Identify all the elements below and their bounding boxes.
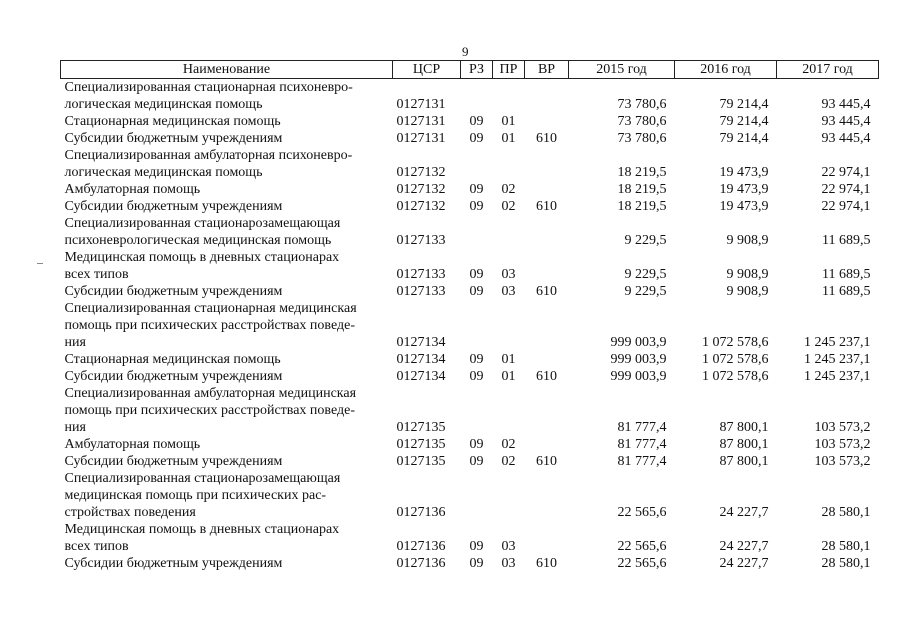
cell-2017: 28 580,1 <box>821 505 871 520</box>
cell-2016: 1 072 578,6 <box>702 335 769 350</box>
cell-pr: 02 <box>501 454 516 469</box>
cell-2015: 9 229,5 <box>624 267 667 282</box>
cell-csr: 0127132 <box>396 165 446 180</box>
cell-vr <box>525 300 569 351</box>
cell-csr: 0127136 <box>396 556 446 571</box>
cell-rz: 09 <box>469 131 484 146</box>
cell-2016: 87 800,1 <box>719 420 769 435</box>
cell-pr <box>493 79 525 114</box>
cell-rz: 09 <box>469 199 484 214</box>
cell-name <box>61 470 393 521</box>
cell-vr <box>525 181 569 198</box>
cell-2016: 9 908,9 <box>726 233 769 248</box>
cell-2017: 28 580,1 <box>821 539 871 554</box>
name-line: ния <box>64 420 86 435</box>
cell-2017: 11 689,5 <box>822 267 871 282</box>
table-row <box>61 79 879 114</box>
cell-pr: 02 <box>501 199 516 214</box>
table-row <box>61 368 879 385</box>
name-line: Субсидии бюджетным учреждениям <box>64 454 283 469</box>
cell-pr: 01 <box>501 352 516 367</box>
table-row <box>61 181 879 198</box>
cell-rz: 09 <box>469 182 484 197</box>
cell-rz <box>461 215 493 249</box>
cell-2017: 103 573,2 <box>814 420 871 435</box>
table-row <box>61 300 879 351</box>
name-line: всех типов <box>64 267 129 282</box>
cell-name <box>61 79 393 114</box>
cell-2017: 103 573,2 <box>814 454 871 469</box>
cell-pr: 03 <box>501 539 516 554</box>
cell-2017: 1 245 237,1 <box>804 352 871 367</box>
cell-vr: 610 <box>536 131 557 146</box>
cell-2017: 93 445,4 <box>821 114 871 129</box>
cell-name <box>61 555 393 572</box>
cell-vr: 610 <box>536 556 557 571</box>
cell-2015: 9 229,5 <box>624 233 667 248</box>
cell-2015: 22 565,6 <box>617 505 667 520</box>
cell-name <box>61 249 393 283</box>
cell-csr: 0127132 <box>396 182 446 197</box>
name-line: Амбулаторная помощь <box>64 437 201 452</box>
cell-rz <box>461 470 493 521</box>
cell-rz: 09 <box>469 539 484 554</box>
cell-pr: 02 <box>501 437 516 452</box>
cell-2015: 73 780,6 <box>617 131 667 146</box>
cell-2015: 18 219,5 <box>617 165 667 180</box>
name-line: всех типов <box>64 539 129 554</box>
cell-rz <box>461 79 493 114</box>
cell-csr: 0127136 <box>396 505 446 520</box>
table-row <box>61 436 879 453</box>
table-row <box>61 113 879 130</box>
header-name: Наименование <box>61 61 393 79</box>
name-line: Специализированная стационарозамещающая <box>64 471 341 486</box>
cell-2015: 22 565,6 <box>617 539 667 554</box>
cell-name <box>61 521 393 555</box>
cell-csr: 0127135 <box>396 437 446 452</box>
cell-vr: 610 <box>536 454 557 469</box>
cell-pr <box>493 385 525 436</box>
name-line: ния <box>64 335 86 350</box>
cell-pr: 01 <box>501 369 516 384</box>
cell-2016: 79 214,4 <box>719 114 769 129</box>
name-line: стройствах поведения <box>64 505 196 520</box>
cell-2016: 19 473,9 <box>719 182 769 197</box>
cell-2015: 18 219,5 <box>617 199 667 214</box>
budget-table <box>60 60 879 572</box>
cell-name <box>61 113 393 130</box>
cell-vr <box>525 113 569 130</box>
cell-rz: 09 <box>469 267 484 282</box>
cell-vr <box>525 147 569 181</box>
cell-rz: 09 <box>469 369 484 384</box>
header-2017: 2017 год <box>777 61 879 79</box>
cell-2016: 79 214,4 <box>719 97 769 112</box>
name-line: Стационарная медицинская помощь <box>64 114 281 129</box>
name-line: Субсидии бюджетным учреждениям <box>64 131 283 146</box>
scan-mark <box>37 263 43 264</box>
cell-name <box>61 283 393 300</box>
cell-2016: 87 800,1 <box>719 454 769 469</box>
cell-2015: 18 219,5 <box>617 182 667 197</box>
cell-2015: 81 777,4 <box>617 454 667 469</box>
cell-csr: 0127131 <box>396 97 446 112</box>
cell-name <box>61 453 393 470</box>
cell-2016: 24 227,7 <box>719 556 769 571</box>
cell-csr: 0127135 <box>396 454 446 469</box>
cell-csr: 0127134 <box>396 335 446 350</box>
table-row <box>61 147 879 181</box>
cell-vr <box>525 436 569 453</box>
cell-2015: 81 777,4 <box>617 437 667 452</box>
cell-pr: 03 <box>501 556 516 571</box>
header-pr: ПР <box>493 61 525 79</box>
cell-2016: 19 473,9 <box>719 165 769 180</box>
cell-csr: 0127133 <box>396 233 446 248</box>
name-line: помощь при психических расстройствах поведе- <box>64 318 355 333</box>
cell-vr <box>525 521 569 555</box>
cell-vr <box>525 215 569 249</box>
table-row <box>61 215 879 249</box>
table-row <box>61 385 879 436</box>
cell-name <box>61 436 393 453</box>
cell-name <box>61 385 393 436</box>
cell-pr: 01 <box>501 114 516 129</box>
header-csr: ЦСР <box>393 61 461 79</box>
cell-2017: 93 445,4 <box>821 131 871 146</box>
cell-2016: 9 908,9 <box>726 267 769 282</box>
cell-vr <box>525 249 569 283</box>
cell-csr: 0127134 <box>396 352 446 367</box>
cell-rz <box>461 385 493 436</box>
cell-2016: 1 072 578,6 <box>702 352 769 367</box>
name-line: Стационарная медицинская помощь <box>64 352 281 367</box>
cell-2015: 73 780,6 <box>617 97 667 112</box>
cell-csr: 0127131 <box>396 131 446 146</box>
cell-csr: 0127132 <box>396 199 446 214</box>
cell-2017: 93 445,4 <box>821 97 871 112</box>
cell-2016: 9 908,9 <box>726 284 769 299</box>
table-row <box>61 453 879 470</box>
name-line: Специализированная стационарозамещающая <box>64 216 341 231</box>
cell-pr: 03 <box>501 284 516 299</box>
name-line: Медицинская помощь в дневных стационарах <box>64 522 340 537</box>
cell-csr: 0127133 <box>396 284 446 299</box>
page-number: 9 <box>462 44 469 59</box>
cell-2015: 73 780,6 <box>617 114 667 129</box>
name-line: Специализированная амбулаторная психоневро- <box>64 148 353 163</box>
cell-csr: 0127135 <box>396 420 446 435</box>
table-row <box>61 521 879 555</box>
cell-pr: 01 <box>501 131 516 146</box>
table-row <box>61 198 879 215</box>
cell-rz: 09 <box>469 454 484 469</box>
name-line: Специализированная стационарная психоневро- <box>64 80 353 95</box>
cell-2017: 22 974,1 <box>821 199 871 214</box>
cell-2017: 1 245 237,1 <box>804 335 871 350</box>
cell-2016: 87 800,1 <box>719 437 769 452</box>
table-body <box>61 79 879 573</box>
cell-csr: 0127131 <box>396 114 446 129</box>
cell-name <box>61 300 393 351</box>
cell-2017: 28 580,1 <box>821 556 871 571</box>
cell-name <box>61 130 393 147</box>
header-2016: 2016 год <box>675 61 777 79</box>
name-line: Амбулаторная помощь <box>64 182 201 197</box>
table-row <box>61 470 879 521</box>
cell-pr: 03 <box>501 267 516 282</box>
cell-2015: 999 003,9 <box>610 369 667 384</box>
table-header <box>61 61 879 79</box>
cell-pr <box>493 215 525 249</box>
cell-rz <box>461 147 493 181</box>
cell-2016: 24 227,7 <box>719 539 769 554</box>
name-line: Медицинская помощь в дневных стационарах <box>64 250 340 265</box>
cell-2017: 1 245 237,1 <box>804 369 871 384</box>
cell-2017: 103 573,2 <box>814 437 871 452</box>
cell-2015: 9 229,5 <box>624 284 667 299</box>
cell-2015: 81 777,4 <box>617 420 667 435</box>
name-line: логическая медицинская помощь <box>64 97 263 112</box>
cell-2015: 22 565,6 <box>617 556 667 571</box>
cell-pr: 02 <box>501 182 516 197</box>
name-line: Специализированная стационарная медицинская <box>64 301 357 316</box>
header-2015: 2015 год <box>569 61 675 79</box>
cell-2016: 79 214,4 <box>719 131 769 146</box>
header-rz: РЗ <box>461 61 493 79</box>
cell-rz: 09 <box>469 437 484 452</box>
name-line: Субсидии бюджетным учреждениям <box>64 369 283 384</box>
name-line: медицинская помощь при психических рас- <box>64 488 327 503</box>
cell-vr: 610 <box>536 199 557 214</box>
name-line: Субсидии бюджетным учреждениям <box>64 284 283 299</box>
cell-2016: 19 473,9 <box>719 199 769 214</box>
cell-rz: 09 <box>469 114 484 129</box>
cell-name <box>61 198 393 215</box>
cell-2017: 22 974,1 <box>821 182 871 197</box>
name-line: Субсидии бюджетным учреждениям <box>64 199 283 214</box>
name-line: психоневрологическая медицинская помощь <box>64 233 332 248</box>
table-row <box>61 555 879 572</box>
cell-name <box>61 351 393 368</box>
cell-rz <box>461 300 493 351</box>
table-row <box>61 249 879 283</box>
cell-2017: 22 974,1 <box>821 165 871 180</box>
cell-2015: 999 003,9 <box>610 335 667 350</box>
name-line: Специализированная амбулаторная медицинская <box>64 386 357 401</box>
cell-csr: 0127136 <box>396 539 446 554</box>
cell-vr <box>525 351 569 368</box>
cell-csr: 0127133 <box>396 267 446 282</box>
name-line: Субсидии бюджетным учреждениям <box>64 556 283 571</box>
header-vr: ВР <box>525 61 569 79</box>
table-row <box>61 351 879 368</box>
name-line: логическая медицинская помощь <box>64 165 263 180</box>
cell-name <box>61 181 393 198</box>
cell-pr <box>493 300 525 351</box>
cell-2017: 11 689,5 <box>822 233 871 248</box>
cell-vr <box>525 385 569 436</box>
cell-vr: 610 <box>536 369 557 384</box>
cell-name <box>61 147 393 181</box>
cell-2017: 11 689,5 <box>822 284 871 299</box>
cell-rz: 09 <box>469 556 484 571</box>
cell-vr <box>525 470 569 521</box>
table-row <box>61 283 879 300</box>
cell-rz: 09 <box>469 284 484 299</box>
cell-vr <box>525 79 569 114</box>
table-row <box>61 130 879 147</box>
cell-2015: 999 003,9 <box>610 352 667 367</box>
cell-2016: 1 072 578,6 <box>702 369 769 384</box>
header-row <box>61 61 879 79</box>
cell-rz: 09 <box>469 352 484 367</box>
cell-name <box>61 215 393 249</box>
cell-2016: 24 227,7 <box>719 505 769 520</box>
cell-csr: 0127134 <box>396 369 446 384</box>
cell-name <box>61 368 393 385</box>
name-line: помощь при психических расстройствах поведе- <box>64 403 355 418</box>
cell-pr <box>493 147 525 181</box>
cell-pr <box>493 470 525 521</box>
cell-vr: 610 <box>536 284 557 299</box>
